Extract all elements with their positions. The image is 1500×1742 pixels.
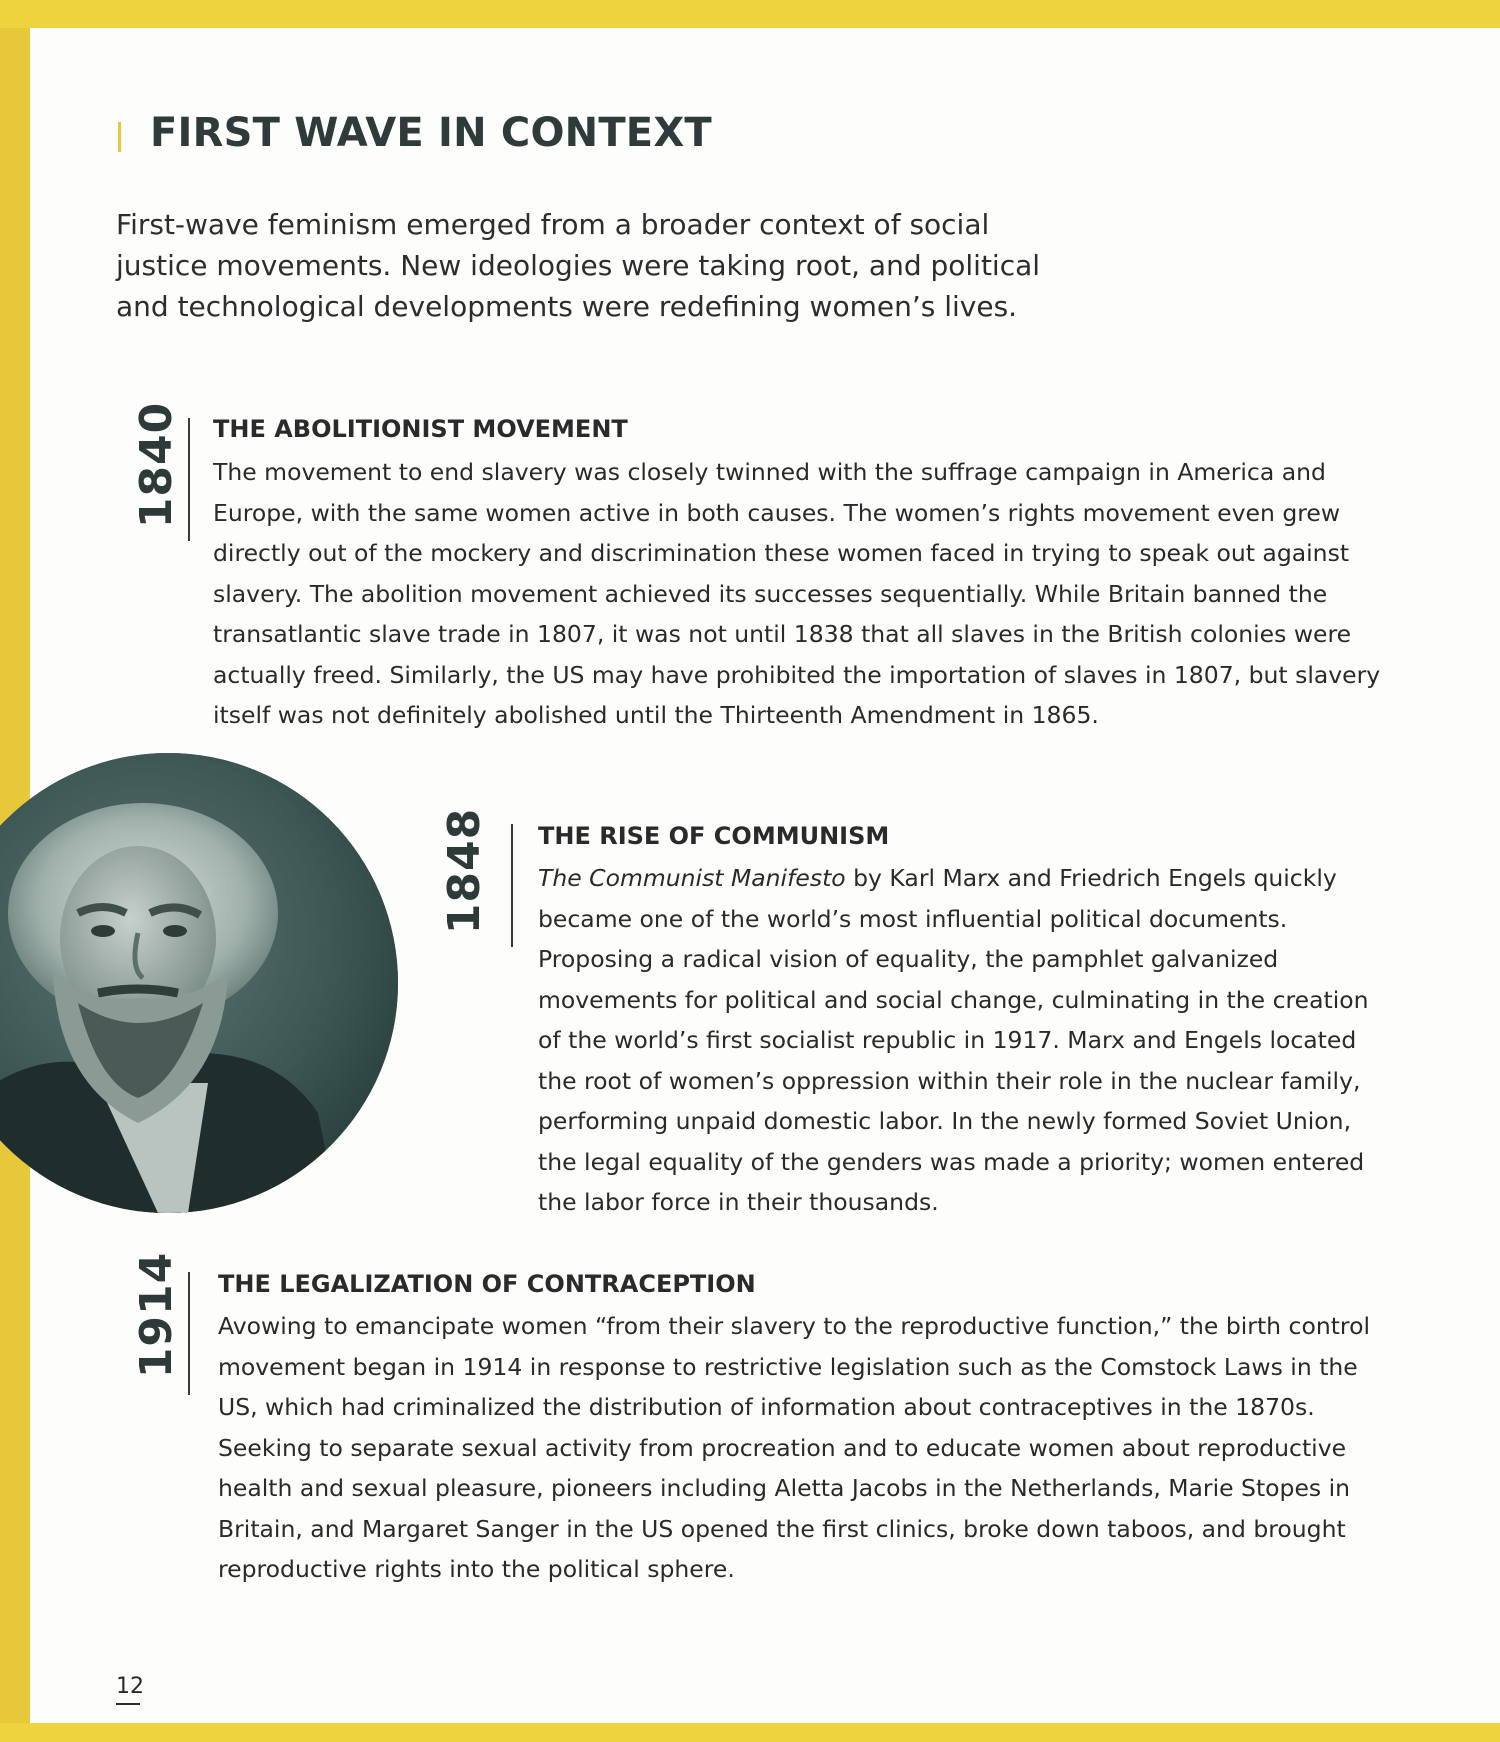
section-heading-abolitionist: THE ABOLITIONIST MOVEMENT bbox=[213, 415, 628, 443]
section-heading-contraception: THE LEGALIZATION OF CONTRACEPTION bbox=[218, 1270, 756, 1298]
page-number-underline bbox=[116, 1703, 140, 1705]
section-heading-communism: THE RISE OF COMMUNISM bbox=[538, 822, 890, 850]
top-border bbox=[0, 0, 1500, 28]
section-divider bbox=[188, 418, 190, 541]
section-body-abolitionist: The movement to end slavery was closely twinned with the suffrage campaign in America and Europe, with the same women active in both causes. The women’s rights movement even grew directly out of the mockery and discrimination these women faced in trying to speak out against slavery. The abolition movement achieved its successes sequentially. While Britain banned the transatlantic slave trade in 1807, it was not until 1838 that all slaves in the British colonies were actually freed. Similarly, the US may have prohibited the importation of slaves in 1807, but slavery itself was not definitely abolished until the Thirteenth Amendment in 1865. bbox=[213, 458, 1381, 729]
section-divider bbox=[511, 824, 513, 947]
year-label-1914: 1914 bbox=[131, 1251, 182, 1379]
book-title: The Communist Manifesto bbox=[538, 864, 846, 892]
section-body-contraception: Avowing to emancipate women “from their slavery to the reproductive function,” the birth control movement began in 1914 in response to restrictive legislation such as the Comstock Laws in the US, which had criminalized the distribution of information about contraceptives in the 1870s. Seeking to separate sexual activity from procreation and to educate women about reproductive health and sexual pleasure, pioneers including Aletta Jacobs in the Netherlands, Marie Stopes in Britain, and Margaret Sanger in the US opened the first clinics, broke down taboos, and brought reproductive rights into the political sphere. bbox=[218, 1312, 1370, 1583]
bottom-border bbox=[0, 1723, 1500, 1742]
section-body-text: by Karl Marx and Friedrich Engels quickly became one of the world’s most influential political documents. Proposing a radical vision of equality, the pamphlet galvanized movements for political and social change, culminating in the creation of the world’s first socialist republic in 1917. Marx and Engels located the root of women’s oppression within their role in the nuclear family, performing unpaid domestic labor. In the newly formed Soviet Union, the legal equality of the genders was made a priority; women entered the labor force in their thousands. bbox=[538, 864, 1369, 1216]
year-label-1840: 1840 bbox=[131, 401, 182, 529]
title-accent-rule bbox=[118, 122, 121, 152]
year-label-1848: 1848 bbox=[439, 807, 490, 935]
intro-paragraph: First-wave feminism emerged from a broader context of social justice movements. New ideologies were taking root, and political and technological developments were redefining women’s lives. bbox=[116, 208, 1041, 323]
page-number: 12 bbox=[116, 1674, 144, 1699]
section-body-communism bbox=[538, 858, 1388, 1223]
section-divider bbox=[188, 1272, 190, 1395]
page-title: FIRST WAVE IN CONTEXT bbox=[150, 110, 712, 156]
